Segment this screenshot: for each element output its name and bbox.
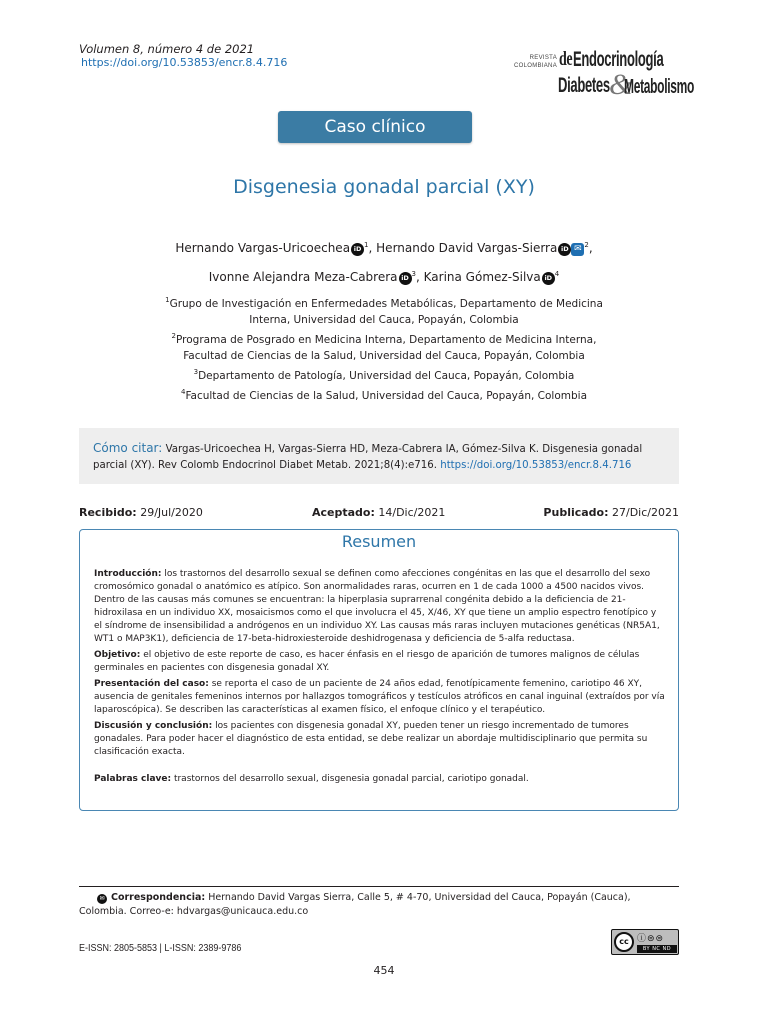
- affiliation-line: $^1$Grupo de Investigación en Enfermedades Metabólicas, Departamento de Medicina: [165, 296, 603, 310]
- article-type-banner: Caso clínico: [278, 111, 472, 143]
- logo-small-text: REVISTA COLOMBIANA: [513, 55, 557, 69]
- abstract-section: Presentación del caso: se reporta el caso de un paciente de 24 años edad, fenotípicamente femenino, cariotipo 46 XY, ausencia de genitales femeninos internos por hallazgos tomográficos y testículos atróficos en canal inguinal (extraídos por vía laparoscópica). Se describen las características al examen físico, el enfoque clínico y el terapéutico.: [94, 679, 665, 715]
- issn-info: E-ISSN: 2805-5853 | L-ISSN: 2389-9786: [79, 943, 242, 954]
- abstract-body: [94, 568, 666, 789]
- affiliation-line: $^2$Programa de Posgrado en Medicina Interna, Departamento de Medicina Interna,: [171, 332, 597, 346]
- orcid-icon[interactable]: iD: [351, 243, 364, 256]
- license-terms-icons: ⓘ⊜⊜: [637, 934, 665, 944]
- article-title: Disgenesia gonadal parcial (XY): [233, 176, 535, 198]
- page-number: 454: [373, 964, 395, 977]
- orcid-icon[interactable]: iD: [558, 243, 571, 256]
- doi-link[interactable]: https://doi.org/10.53853/encr.8.4.716: [81, 56, 288, 69]
- author-name: Karina Gómez-Silva: [423, 270, 541, 284]
- affiliation-line: Facultad de Ciencias de la Salud, Universidad del Cauca, Popayán, Colombia: [183, 350, 585, 362]
- author-list: Hernando Vargas-Uricoechea iD $^1$, Hernando David Vargas-Sierra iD ✉ $^2$, Ivonne Alejandra Meza-Cabrera iD $^3$, Karina Gómez-Silva iD $^4$: [175, 241, 593, 284]
- orcid-icon[interactable]: iD: [399, 272, 412, 285]
- citation-label: Cómo citar:: [93, 441, 163, 455]
- abstract-section: Discusión y conclusión: los pacientes con disgenesia gonadal XY, pueden tener un riesgo incrementado de tumores gonadales. Para poder hacer el diagnóstico de esta entidad, se debe realizar un abordaje multidisciplinario que permita su clasificación exacta.: [94, 721, 648, 757]
- abstract-section: Introducción: los trastornos del desarrollo sexual se definen como afecciones congénitas en las que el desarrollo del sexo cromosómico gonadal o anatómico es atípico. Son anormalidades raras, ocurren en 1 de cada 1000 a 4500 nacidos vivos. Dentro de las causas más comunes se encuentran: la hiperplasia suprarrenal congénita debido a la deficiencia de 21-hidroxilasa en un individuo XX, mosaicismos como el que involucra el 45, X/46, XY que tiene un amplio espectro fenotípico y el síndrome de insensibilidad a andrógenos en un individuo XY. Las causas más raras incluyen mutaciones genéticas (NR5A1, WT1 o MAP3K1), deficiencia de 17-beta-hidroxiesteroide deshidrogenasa y deficiencia de 5-alfa reductasa.: [94, 569, 660, 644]
- author-name: Hernando David Vargas-Sierra: [376, 241, 558, 255]
- citation-doi-link[interactable]: https://doi.org/10.53853/encr.8.4.716: [440, 460, 632, 471]
- abstract-section: Objetivo: el objetivo de este reporte de caso, es hacer énfasis en el riesgo de aparición de tumores malignos de células germinales en pacientes con disgenesia gonadal XY.: [94, 650, 640, 673]
- affiliation-line: $^3$Departamento de Patología, Universidad del Cauca, Popayán, Colombia: [193, 368, 575, 382]
- article-dates: [79, 506, 679, 522]
- cc-license-badge[interactable]: [611, 929, 679, 955]
- cc-icon: cc: [614, 932, 634, 952]
- orcid-icon[interactable]: iD: [542, 272, 555, 285]
- author-name: Hernando Vargas-Uricoechea: [175, 241, 351, 255]
- correspondence-note: [79, 886, 679, 919]
- citation-text: Vargas-Uricoechea H, Vargas-Sierra HD, Meza-Cabrera IA, Gómez-Silva K. Disgenesia gonadal parcial (XY). Rev Colomb Endocrinol Diabet Metab. 2021;8(4):e716.: [93, 444, 643, 471]
- license-terms-label: BY NC ND: [637, 945, 677, 953]
- correspondence-label: Correspondencia:: [111, 892, 206, 903]
- abstract-box: [79, 529, 679, 811]
- received-date: Recibido: 29/Jul/2020: [79, 506, 203, 519]
- citation-box: [79, 428, 679, 484]
- accepted-date: Aceptado: 14/Dic/2021: [312, 506, 446, 519]
- affiliation-line: $^4$Facultad de Ciencias de la Salud, Universidad del Cauca, Popayán, Colombia: [180, 388, 588, 402]
- journal-header: [79, 42, 695, 102]
- keywords: Palabras clave: trastornos del desarrollo sexual, disgenesia gonadal parcial, cariotipo gonadal.: [94, 774, 529, 784]
- affiliation-line: Interna, Universidad del Cauca, Popayán, Colombia: [249, 314, 519, 326]
- affiliation-list: [100, 292, 668, 404]
- mail-icon[interactable]: ✉: [571, 243, 584, 256]
- published-date: Publicado: 27/Dic/2021: [543, 506, 679, 519]
- volume-info: Volumen 8, número 4 de 2021: [79, 42, 255, 56]
- author-name: Ivonne Alejandra Meza-Cabrera: [208, 270, 398, 284]
- correspondence-text: Hernando David Vargas Sierra, Calle 5, # 4-70, Universidad del Cauca, Popayán (Cauca), Colombia. Correo-e: hdvargas@unicauca.edu.co: [79, 892, 631, 917]
- journal-logo: REVISTA COLOMBIANA de Endocrinología Diabetes & Metabolismo: [511, 46, 691, 104]
- abstract-title: Resumen: [341, 532, 417, 551]
- envelope-icon: ✉: [97, 894, 107, 904]
